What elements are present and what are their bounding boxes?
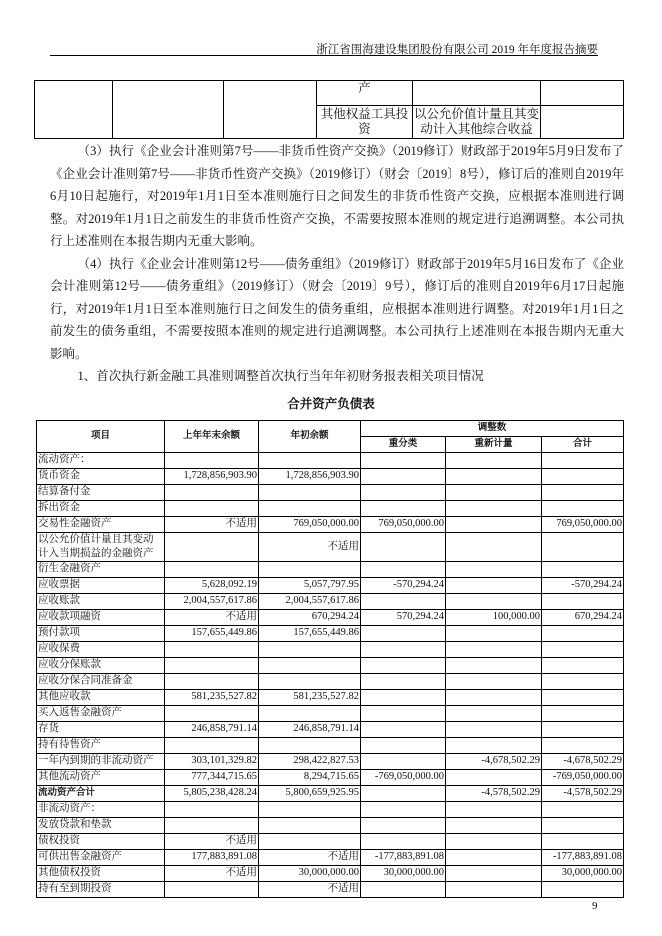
cell-value bbox=[165, 881, 259, 897]
cell-value bbox=[165, 561, 259, 577]
cell-value: 1,728,856,903.90 bbox=[259, 468, 361, 484]
cell-value bbox=[165, 657, 259, 673]
cell-value bbox=[542, 593, 624, 609]
cell-value bbox=[361, 689, 446, 705]
table-row bbox=[37, 500, 624, 516]
cell-value bbox=[361, 753, 446, 769]
cell-value bbox=[446, 769, 542, 785]
cell-value bbox=[446, 500, 542, 516]
cell-value: 2,004,557,617.86 bbox=[259, 593, 361, 609]
cell-value bbox=[165, 484, 259, 500]
row-label: 发放贷款和垫款 bbox=[37, 817, 165, 833]
cell-value bbox=[446, 689, 542, 705]
table-row bbox=[37, 689, 624, 705]
cell-value: 298,422,827.53 bbox=[259, 753, 361, 769]
balance-sheet-table bbox=[36, 420, 624, 898]
paragraph: 1、首次执行新金融工具准则调整首次执行当年年初财务报表相关项目情况 bbox=[77, 369, 484, 383]
cell-value bbox=[361, 833, 446, 849]
table-cell: 产 bbox=[317, 81, 413, 106]
cell-value: -4,578,502.29 bbox=[446, 785, 542, 801]
cell-value bbox=[542, 817, 624, 833]
cell-value bbox=[259, 561, 361, 577]
cell-value: 5,800,659,925.95 bbox=[259, 785, 361, 801]
cell-value bbox=[165, 452, 259, 468]
cell-value bbox=[361, 881, 446, 897]
row-label: 结算备付金 bbox=[37, 484, 165, 500]
cell-value bbox=[446, 865, 542, 881]
table-row bbox=[37, 833, 624, 849]
cell-value bbox=[165, 705, 259, 721]
cell-value bbox=[542, 484, 624, 500]
cell-value bbox=[542, 561, 624, 577]
cell-value: 30,000,000.00 bbox=[542, 865, 624, 881]
cell-value bbox=[446, 641, 542, 657]
cell-value bbox=[361, 484, 446, 500]
row-label: 交易性金融资产 bbox=[37, 516, 165, 532]
table-row bbox=[37, 673, 624, 689]
cell-value bbox=[446, 673, 542, 689]
cell-value: 303,101,329.82 bbox=[165, 753, 259, 769]
cell-value bbox=[259, 657, 361, 673]
cell-value: 不适用 bbox=[259, 881, 361, 897]
row-label: 债权投资 bbox=[37, 833, 165, 849]
cell-value bbox=[259, 801, 361, 817]
cell-value bbox=[259, 641, 361, 657]
cell-value bbox=[446, 625, 542, 641]
cell-value: 246,858,791.14 bbox=[165, 721, 259, 737]
cell-value bbox=[446, 532, 542, 561]
row-label: 以公允价值计量且其变动计入当期损益的金融资产 bbox=[37, 532, 165, 561]
table-cell bbox=[541, 81, 624, 106]
table-row bbox=[37, 769, 624, 785]
table-row bbox=[37, 452, 624, 468]
cell-value bbox=[446, 817, 542, 833]
table-row bbox=[37, 753, 624, 769]
cell-value: -4,578,502.29 bbox=[542, 785, 624, 801]
content-flow bbox=[36, 140, 623, 898]
cell-value bbox=[259, 705, 361, 721]
cell-value: 177,883,891.08 bbox=[165, 849, 259, 865]
cell-value bbox=[361, 593, 446, 609]
cell-value bbox=[165, 801, 259, 817]
cell-value: 581,235,527.82 bbox=[165, 689, 259, 705]
row-label: 预付款项 bbox=[37, 625, 165, 641]
cell-value bbox=[542, 657, 624, 673]
cell-value bbox=[361, 737, 446, 753]
header-total: 合计 bbox=[542, 436, 624, 452]
table-cell: 以公允价值计量且其变动计入其他综合收益 bbox=[413, 106, 541, 139]
cell-value: -177,883,891.08 bbox=[542, 849, 624, 865]
row-label: 其他流动资产 bbox=[37, 769, 165, 785]
cell-value bbox=[361, 468, 446, 484]
header-reclass: 重分类 bbox=[361, 436, 446, 452]
cell-value bbox=[361, 673, 446, 689]
row-label: 持有至到期投资 bbox=[37, 881, 165, 897]
cell-value: 2,004,557,617.86 bbox=[165, 593, 259, 609]
table-cell bbox=[35, 81, 113, 139]
cell-value bbox=[361, 657, 446, 673]
header-begin: 年初余额 bbox=[259, 420, 361, 452]
cell-value bbox=[542, 737, 624, 753]
cell-value: 777,344,715.65 bbox=[165, 769, 259, 785]
table-row bbox=[37, 593, 624, 609]
row-label: 买入返售金融资产 bbox=[37, 705, 165, 721]
cell-value bbox=[446, 577, 542, 593]
cell-value bbox=[361, 721, 446, 737]
table-row bbox=[37, 881, 624, 897]
cell-value: 570,294.24 bbox=[361, 609, 446, 625]
cell-value bbox=[446, 468, 542, 484]
table-row bbox=[37, 532, 624, 561]
header-divider bbox=[50, 55, 598, 56]
cell-value bbox=[446, 721, 542, 737]
cell-value: 8,294,715.65 bbox=[259, 769, 361, 785]
row-label: 应收账款 bbox=[37, 593, 165, 609]
row-label: 流动资产： bbox=[37, 452, 165, 468]
row-label: 货币资金 bbox=[37, 468, 165, 484]
cell-value bbox=[542, 833, 624, 849]
table-row bbox=[37, 516, 624, 532]
cell-value: 5,628,092.19 bbox=[165, 577, 259, 593]
cell-value: -4,678,502.29 bbox=[446, 753, 542, 769]
cell-value bbox=[446, 849, 542, 865]
header-remeasure: 重新计量 bbox=[446, 436, 542, 452]
cell-value bbox=[259, 500, 361, 516]
table-cell bbox=[541, 106, 624, 139]
page-header: 浙江省围海建设集团股份有限公司 2019 年年度报告摘要 bbox=[316, 44, 598, 56]
cell-value: 157,655,449.86 bbox=[259, 625, 361, 641]
table-cell bbox=[224, 81, 317, 139]
table-row bbox=[37, 721, 624, 737]
cell-value: 不适用 bbox=[165, 833, 259, 849]
table-row bbox=[37, 785, 624, 801]
cell-value bbox=[446, 737, 542, 753]
paragraph: （3）执行《企业会计准则第7号——非货币性资产交换》（2019修订）财政部于2019年5月9日发布了《企业会计准则第7号——非货币性资产交换》（2019修订）（财会〔2019〕8号），修订后的准则自2019年6月10日起施行，对2019年1月1日至本准则施行日之间发生的非货币性资产交换，应根据本准则进行调整。对2019年1月1日之前发生的非货币性资产交换，不需要按照本准则的规定进行追溯调整。本公司执行上述准则在本报告期内无重大影响。 bbox=[50, 144, 624, 248]
cell-value bbox=[361, 785, 446, 801]
cell-value: -570,294.24 bbox=[361, 577, 446, 593]
cell-value bbox=[542, 625, 624, 641]
cell-value: 不适用 bbox=[165, 865, 259, 881]
table-row bbox=[37, 625, 624, 641]
cell-value: 100,000.00 bbox=[446, 609, 542, 625]
row-label: 可供出售金融资产 bbox=[37, 849, 165, 865]
cell-value: 30,000,000.00 bbox=[361, 865, 446, 881]
cell-value bbox=[446, 484, 542, 500]
table-cell: 其他权益工具投资 bbox=[317, 106, 413, 139]
row-label: 非流动资产： bbox=[37, 801, 165, 817]
cell-value: -769,050,000.00 bbox=[542, 769, 624, 785]
cell-value bbox=[542, 468, 624, 484]
table-row bbox=[37, 657, 624, 673]
row-label: 存货 bbox=[37, 721, 165, 737]
cell-value: 581,235,527.82 bbox=[259, 689, 361, 705]
cell-value bbox=[361, 452, 446, 468]
cell-value bbox=[165, 641, 259, 657]
cell-value bbox=[542, 452, 624, 468]
cell-value: 670,294.24 bbox=[542, 609, 624, 625]
cell-value bbox=[542, 689, 624, 705]
cell-value: 769,050,000.00 bbox=[361, 516, 446, 532]
row-label: 拆出资金 bbox=[37, 500, 165, 516]
row-label: 应收分保账款 bbox=[37, 657, 165, 673]
paragraph: （4）执行《企业会计准则第12号——债务重组》（2019修订）财政部于2019年5月16日发布了《企业会计准则第12号——债务重组》（2019修订）（财会〔2019〕9号），修订后的准则自2019年6月17日起施行，对2019年1月1日至本准则施行日之间发生的债务重组，应根据本准则进行调整。对2019年1月1日之前发生的债务重组，不需要按照本准则的规定进行追溯调整。本公司执行上述准则在本报告期内无重大影响。 bbox=[50, 256, 624, 361]
cell-value bbox=[361, 817, 446, 833]
row-label: 应收保费 bbox=[37, 641, 165, 657]
row-label: 流动资产合计 bbox=[37, 785, 165, 801]
cell-value bbox=[361, 625, 446, 641]
table-row bbox=[37, 801, 624, 817]
row-label: 其他应收款 bbox=[37, 689, 165, 705]
cell-value bbox=[446, 801, 542, 817]
cell-value bbox=[165, 673, 259, 689]
cell-value bbox=[165, 817, 259, 833]
cell-value bbox=[361, 500, 446, 516]
table-row bbox=[37, 609, 624, 625]
row-label: 其他债权投资 bbox=[37, 865, 165, 881]
cell-value bbox=[542, 641, 624, 657]
table-row bbox=[37, 561, 624, 577]
header-adjust: 调整数 bbox=[361, 420, 624, 436]
cell-value bbox=[165, 532, 259, 561]
cell-value: 5,057,797.95 bbox=[259, 577, 361, 593]
cell-value: 1,728,856,903.90 bbox=[165, 468, 259, 484]
page-number: 9 bbox=[592, 900, 598, 912]
cell-value bbox=[542, 673, 624, 689]
cell-value bbox=[542, 721, 624, 737]
cell-value: -570,294.24 bbox=[542, 577, 624, 593]
table-row bbox=[37, 641, 624, 657]
row-label: 衍生金融资产 bbox=[37, 561, 165, 577]
cell-value: 769,050,000.00 bbox=[259, 516, 361, 532]
cell-value bbox=[446, 452, 542, 468]
row-label: 应收款项融资 bbox=[37, 609, 165, 625]
table-title: 合并资产负债表 bbox=[287, 395, 375, 411]
cell-value bbox=[446, 657, 542, 673]
cell-value bbox=[446, 561, 542, 577]
cell-value: 不适用 bbox=[165, 516, 259, 532]
table-row bbox=[37, 705, 624, 721]
cell-value bbox=[259, 452, 361, 468]
cell-value: 157,655,449.86 bbox=[165, 625, 259, 641]
cell-value: -769,050,000.00 bbox=[361, 769, 446, 785]
cell-value: 30,000,000.00 bbox=[259, 865, 361, 881]
cell-value bbox=[542, 881, 624, 897]
cell-value: -177,883,891.08 bbox=[361, 849, 446, 865]
table-row bbox=[37, 577, 624, 593]
row-label: 应收票据 bbox=[37, 577, 165, 593]
cell-value bbox=[446, 516, 542, 532]
table-row bbox=[37, 865, 624, 881]
cell-value bbox=[361, 561, 446, 577]
table-cell bbox=[413, 81, 541, 106]
cell-value bbox=[259, 484, 361, 500]
cell-value: 不适用 bbox=[259, 532, 361, 561]
cell-value: 246,858,791.14 bbox=[259, 721, 361, 737]
table-row bbox=[37, 817, 624, 833]
cell-value bbox=[259, 817, 361, 833]
cell-value bbox=[446, 881, 542, 897]
cell-value bbox=[542, 500, 624, 516]
body-text bbox=[50, 140, 624, 388]
continued-table bbox=[34, 80, 624, 139]
cell-value bbox=[361, 801, 446, 817]
cell-value bbox=[446, 593, 542, 609]
cell-value bbox=[542, 801, 624, 817]
cell-value bbox=[361, 641, 446, 657]
cell-value: 不适用 bbox=[259, 849, 361, 865]
header-prev-end: 上年年末余额 bbox=[165, 420, 259, 452]
table-cell bbox=[113, 81, 224, 139]
cell-value bbox=[361, 532, 446, 561]
cell-value: 670,294.24 bbox=[259, 609, 361, 625]
cell-value bbox=[542, 532, 624, 561]
cell-value bbox=[542, 705, 624, 721]
cell-value: 不适用 bbox=[165, 609, 259, 625]
header-item: 项目 bbox=[37, 420, 165, 452]
table-row bbox=[37, 849, 624, 865]
cell-value bbox=[259, 737, 361, 753]
cell-value bbox=[165, 737, 259, 753]
table-row bbox=[37, 737, 624, 753]
cell-value: 5,805,238,428.24 bbox=[165, 785, 259, 801]
table-row bbox=[37, 468, 624, 484]
cell-value: -4,678,502.29 bbox=[542, 753, 624, 769]
cell-value bbox=[165, 500, 259, 516]
cell-value bbox=[446, 705, 542, 721]
cell-value bbox=[259, 673, 361, 689]
cell-value: 769,050,000.00 bbox=[542, 516, 624, 532]
table-row bbox=[37, 484, 624, 500]
cell-value bbox=[446, 833, 542, 849]
cell-value bbox=[361, 705, 446, 721]
row-label: 应收分保合同准备金 bbox=[37, 673, 165, 689]
row-label: 持有待售资产 bbox=[37, 737, 165, 753]
cell-value bbox=[259, 833, 361, 849]
row-label: 一年内到期的非流动资产 bbox=[37, 753, 165, 769]
